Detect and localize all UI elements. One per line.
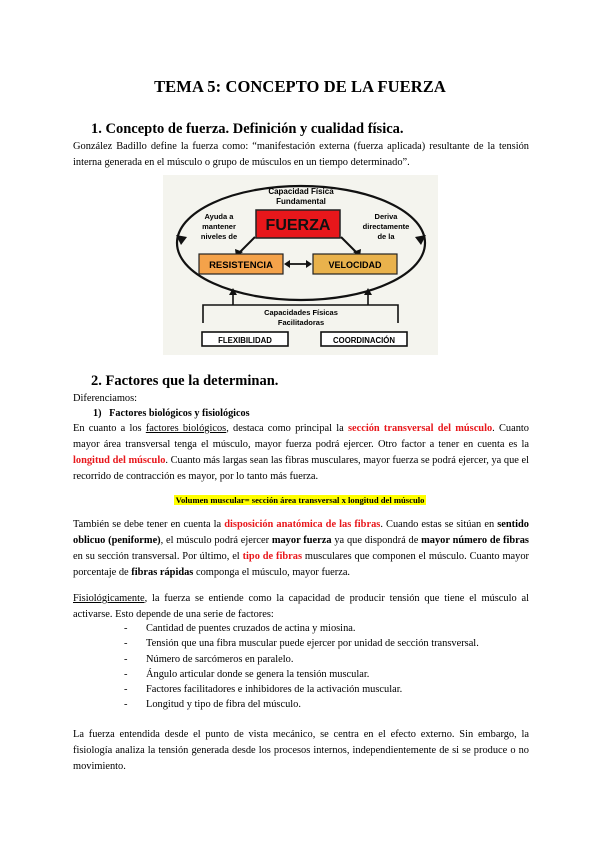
subsection-title: Factores biológicos y fisiológicos — [109, 408, 250, 419]
list-item: - Factores facilitadores e inhibidores de la activación muscular. — [124, 682, 479, 697]
section-2-heading: 2. Factores que la determinan. — [91, 373, 279, 389]
subsection-heading — [93, 406, 513, 422]
right-label-2: directamente — [362, 222, 410, 231]
mechanical-paragraph: La fuerza entendida desde el punto de vista mecánico, se centra en el efecto externo. Sin embargo, la fisiología analiza la tensión generada desde los procesos internos, independientemente de si se produce o no movimiento. — [73, 729, 529, 772]
list-item: - Cantidad de puentes cruzados de actina y miosina. — [124, 621, 479, 636]
fuerza-label: FUERZA — [265, 217, 331, 234]
definition-paragraph: González Badillo define la fuerza como: “manifestación externa (fuerza aplicada) resultante de la tensión interna generada en el músculo o grupo de músculos en un tiempo determinado”. — [73, 141, 529, 168]
fiber-arrangement-paragraph: También se debe tener en cuenta la disposición anatómica de las fibras. Cuando estas se sitúan en sentido oblicuo (peniforme), el músculo podrá ejercer mayor fuerza ya que dispondrá de mayor número de fibras en su sección transversal. Por último, el tipo de fibras musculares que componen el músculo. Cuanto mayor porcentaje de fibras rápidas componga el músculo, mayor fuerza. — [73, 519, 530, 578]
formula-line — [0, 492, 600, 507]
physiological-paragraph: Fisiológicamente, la fuerza se entiende como la capacidad de producir tensión que tiene el músculo al activarse. Esto depende de una serie de factores: — [73, 593, 529, 620]
section-1-heading: 1. Concepto de fuerza. Definición y cualidad física. — [91, 121, 404, 137]
formula-highlight: Volumen muscular= sección área transversal x longitud del músculo — [175, 495, 425, 505]
top-label-2: Fundamental — [276, 197, 326, 206]
list-item: - Número de sarcómeros en paralelo. — [124, 652, 479, 667]
right-label-1: Deriva — [374, 212, 398, 221]
intro-line: Diferenciamos: — [73, 393, 138, 404]
top-label-1: Capacidad Física — [268, 187, 334, 196]
flexibilidad-label: FLEXIBILIDAD — [218, 336, 272, 345]
list-item: - Ángulo articular donde se genera la tensión muscular. — [124, 667, 479, 682]
bottom-label-2: Facilitadoras — [277, 318, 325, 327]
velocidad-label: VELOCIDAD — [328, 260, 382, 270]
left-label-3: niveles de — [200, 232, 238, 241]
list-item: - Longitud y tipo de fibra del músculo. — [124, 697, 479, 712]
physiological-factors-list — [124, 621, 479, 713]
biological-factors-paragraph: En cuanto a los factores biológicos, destaca como principal la sección transversal del músculo. Cuanto mayor área transversal tenga el músculo, mayor fuerza podrá ejercer. Otro factor a tener en cuenta es la longitud del músculo. Cuanto más largas sean las fibras musculares, mayor fuerza se podrá ejercer, ya que el recorrido de contracción es mayor, por lo tanto más fuerza. — [73, 423, 529, 482]
right-label-3: de la — [377, 232, 395, 241]
page-title: TEMA 5: CONCEPTO DE LA FUERZA — [154, 77, 446, 96]
strength-diagram — [163, 175, 438, 355]
bottom-label-1: Capacidades Físicas — [264, 308, 338, 317]
left-label-2: mantener — [202, 222, 236, 231]
subsection-number: 1) — [93, 408, 102, 419]
list-item: - Tensión que una fibra muscular puede ejercer por unidad de sección transversal. — [124, 636, 479, 651]
coordinacion-label: COORDINACIÓN — [333, 336, 395, 345]
left-label-1: Ayuda a — [204, 212, 234, 221]
resistencia-label: RESISTENCIA — [209, 260, 273, 271]
